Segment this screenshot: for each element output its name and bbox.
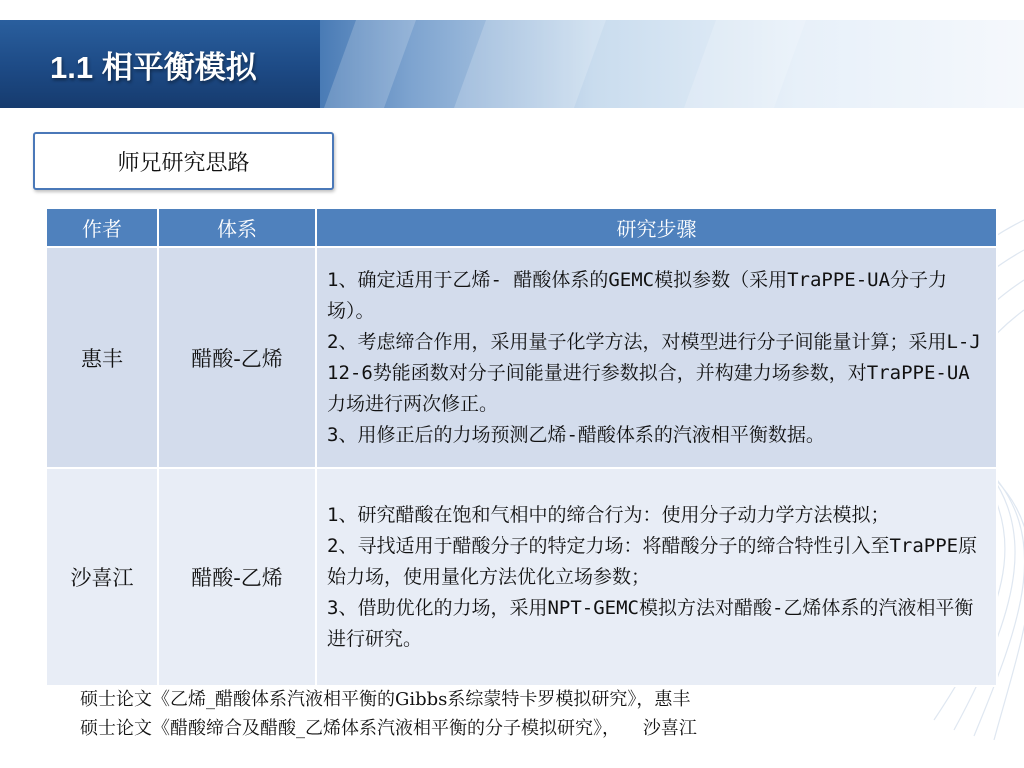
- step-text: 1、确定适用于乙烯- 醋酸体系的GEMC模拟参数（采用TraPPE-UA分子力场）。: [327, 268, 948, 322]
- table-row: [46, 247, 997, 468]
- header-system: 体系: [158, 208, 316, 247]
- step-text: 3、借助优化的力场，采用NPT-GEMC模拟方法对醋酸-乙烯体系的汽液相平衡进行研究。: [327, 596, 974, 650]
- system-cell: 醋酸-乙烯: [158, 468, 316, 686]
- subtitle-box: 师兄研究思路: [33, 132, 334, 190]
- author-cell: 沙喜江: [46, 468, 158, 686]
- header-light-streak: [454, 20, 606, 108]
- header-light-streak: [684, 20, 806, 108]
- step-text: 1、研究醋酸在饱和气相中的缔合行为：使用分子动力学方法模拟；: [327, 503, 890, 526]
- steps-cell: [316, 247, 997, 468]
- reference-line: 硕士论文《乙烯_醋酸体系汽液相平衡的Gibbs系综蒙特卡罗模拟研究》，惠丰: [80, 689, 691, 710]
- step-text: 3、用修正后的力场预测乙烯-醋酸体系的汽液相平衡数据。: [327, 423, 825, 446]
- header-author: 作者: [46, 208, 158, 247]
- header-light-streak: [324, 20, 416, 108]
- header-steps: 研究步骤: [316, 208, 997, 247]
- table-header-row: [46, 208, 997, 247]
- step-text: 2、考虑缔合作用，采用量子化学方法，对模型进行分子间能量计算；采用L-J 12-6势能函数对分子间能量进行参数拟合，并构建力场参数，对TraPPE-UA力场进行两次修正。: [327, 330, 981, 415]
- step-text: 2、寻找适用于醋酸分子的特定力场：将醋酸分子的缔合特性引入至TraPPE原始力场，使用量化方法优化立场参数；: [327, 534, 978, 588]
- system-cell: 醋酸-乙烯: [158, 247, 316, 468]
- reference-line: 硕士论文《醋酸缔合及醋酸_乙烯体系汽液相平衡的分子模拟研究》， 沙喜江: [80, 718, 697, 739]
- references: [80, 685, 697, 743]
- author-cell: 惠丰: [46, 247, 158, 468]
- steps-cell: [316, 468, 997, 686]
- research-table: [45, 207, 998, 687]
- table-row: [46, 468, 997, 686]
- slide-title: 1.1 相平衡模拟: [50, 50, 257, 85]
